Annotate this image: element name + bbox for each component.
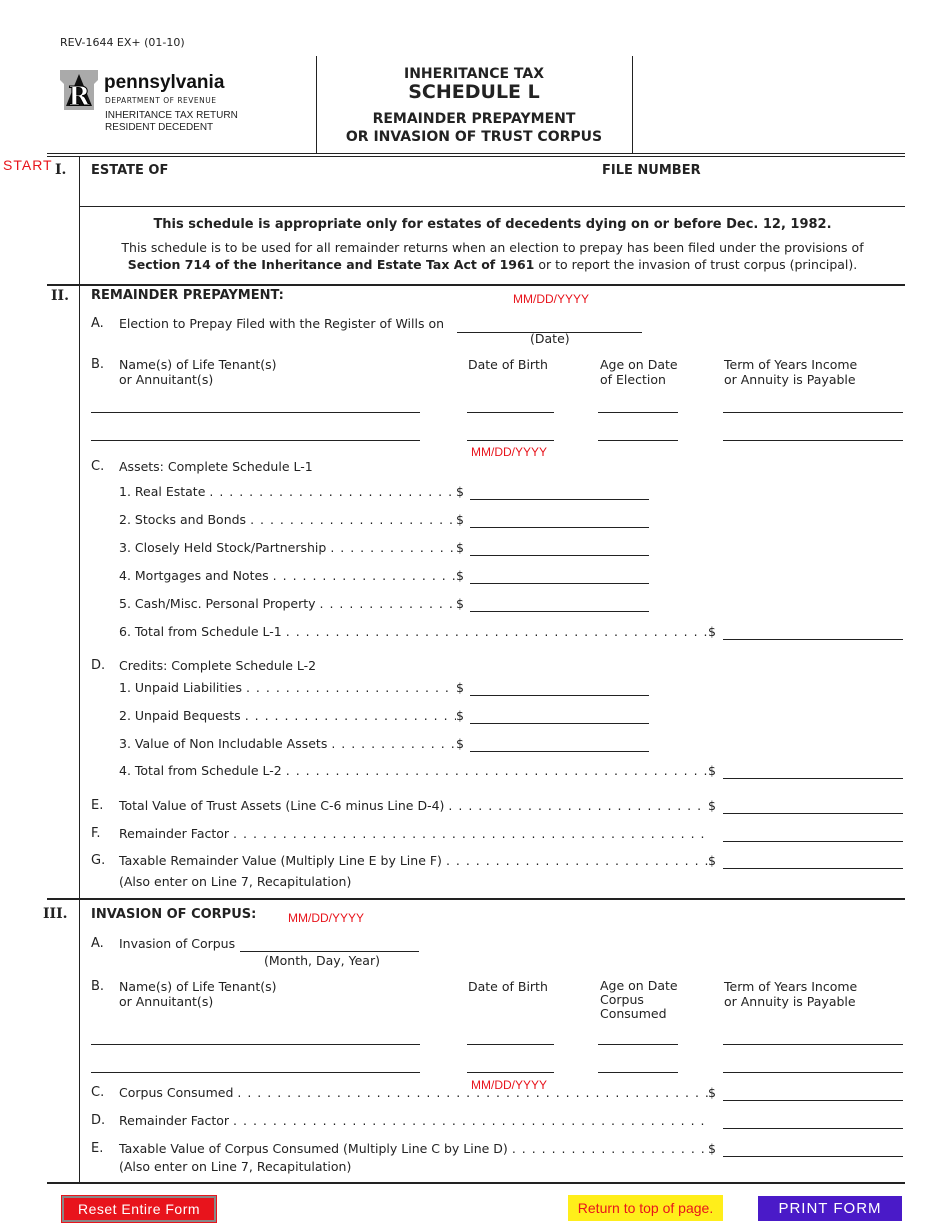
notice-section: Section 714 of the Inheritance and Estate Tax Act of 1961 [127,257,535,272]
dob-header: Date of Birth [468,357,548,372]
asset-5-row [119,596,464,611]
rule [47,898,905,900]
credit-2-row [119,708,464,723]
notice-text: This schedule is to be used for all remainder returns when an election to prepay has been filed under the provisions of [121,240,864,255]
line-letter: D. [91,658,106,673]
line-letter: D. [91,1113,106,1128]
dot-leader [246,680,456,695]
line-letter: G. [91,853,106,868]
line-letter: C. [91,459,105,474]
line-letter: C. [91,1085,105,1100]
remainder-factor-field[interactable] [723,841,903,842]
dollar-sign [708,826,716,841]
age-field[interactable] [598,1044,678,1045]
age-header [600,979,678,1021]
section-number: I. [55,162,67,178]
tenant-header-2: or Annuitant(s) [119,372,214,387]
dot-leader [331,736,456,751]
dot-leader [233,826,708,841]
line-letter: A. [91,316,104,331]
corpus-remainder-factor-label: Remainder Factor [119,1113,230,1128]
dollar-sign: $ [456,568,464,583]
section-number: III. [43,906,68,922]
taxable-remainder-field[interactable] [723,868,903,869]
date-hint: MM/DD/YYYY [288,911,365,925]
taxable-remainder-label: Taxable Remainder Value (Multiply Line E by Line F) [119,853,442,868]
logo-letter: R [68,82,90,110]
dot-leader [448,798,708,813]
line-letter: F. [91,826,101,841]
credits-label: Credits: Complete Schedule L-2 [119,658,317,673]
assets-total-label: 6. Total from Schedule L-1 [119,624,282,639]
asset-3-row [119,540,464,555]
credit-1-row [119,680,464,695]
notice-text-2 [80,257,905,272]
term-field[interactable] [723,1072,903,1073]
tenant-header [119,979,277,1009]
dollar-sign: $ [456,484,464,499]
age-field[interactable] [598,412,678,413]
age-field[interactable] [598,1072,678,1073]
credit-1-field[interactable] [470,695,649,696]
line-letter: B. [91,357,105,372]
asset-4-row [119,568,464,583]
rule [47,284,905,286]
dob-field[interactable] [467,440,554,441]
brand-name: pennsylvania [104,72,225,93]
dollar-sign: $ [456,512,464,527]
age-header-3: Consumed [600,1006,667,1021]
term-header [724,357,857,387]
term-field[interactable] [723,1044,903,1045]
estate-of-label: ESTATE OF [91,163,169,178]
recap-note: (Also enter on Line 7, Recapitulation) [119,874,352,889]
notice-rest: or to report the invasion of trust corpus (principal). [534,257,858,272]
taxable-corpus-row [119,1141,716,1156]
taxable-remainder-row [119,853,716,868]
trust-assets-label: Total Value of Trust Assets (Line C-6 minus Line D-4) [119,798,445,813]
dollar-sign: $ [456,680,464,695]
date-hint: MM/DD/YYYY [513,292,590,306]
line-letter: A. [91,936,104,951]
term-header-1: Term of Years Income [724,357,858,372]
trust-assets-row [119,798,716,813]
dot-leader [330,540,456,555]
line-letter: E. [91,798,104,813]
dollar-sign: $ [708,763,716,778]
title-inheritance-tax: INHERITANCE TAX [403,66,544,82]
invasion-date-field[interactable] [240,951,419,952]
asset-1-field[interactable] [470,499,649,500]
dollar-sign: $ [708,1141,716,1156]
corpus-consumed-field[interactable] [723,1100,903,1101]
tenant-header-1: Name(s) of Life Tenant(s) [119,979,277,994]
taxable-corpus-field[interactable] [723,1156,903,1157]
reset-form-button[interactable]: Reset Entire Form [62,1196,216,1222]
dollar-sign: $ [456,540,464,555]
corpus-remainder-factor-row [119,1113,716,1128]
rule [47,156,905,157]
credit-3-field[interactable] [470,751,649,752]
asset-2-field[interactable] [470,527,649,528]
assets-label: Assets: Complete Schedule L-1 [119,459,313,474]
notice-bold: This schedule is appropriate only for estates of decedents dying on or before Dec. 12, 1982. [153,217,832,232]
asset-1-row [119,484,464,499]
asset-1-label: 1. Real Estate [119,484,206,499]
dot-leader [286,763,708,778]
credits-total-field[interactable] [723,778,903,779]
trust-assets-field[interactable] [723,813,903,814]
divider [632,56,633,153]
term-header-2: or Annuity is Payable [724,372,856,387]
age-header [600,357,678,387]
invasion-label: Invasion of Corpus [119,936,236,951]
age-field[interactable] [598,440,678,441]
tenant-header-1: Name(s) of Life Tenant(s) [119,357,277,372]
dot-leader [250,512,456,527]
file-number-label: FILE NUMBER [602,163,701,178]
start-marker[interactable]: START [3,157,53,173]
asset-2-row [119,512,464,527]
credit-1-label: 1. Unpaid Liabilities [119,680,242,695]
dot-leader [273,568,456,583]
print-form-button[interactable]: PRINT FORM [758,1196,902,1221]
line-letter: E. [91,1141,104,1156]
assets-total-field[interactable] [723,639,903,640]
election-label: Election to Prepay Filed with the Register of Wills on [119,316,445,331]
dollar-sign: $ [708,798,716,813]
dollar-sign: $ [708,1085,716,1100]
tenant-header [119,357,277,387]
credit-2-label: 2. Unpaid Bequests [119,708,241,723]
dob-field[interactable] [467,1072,554,1073]
section-title: INVASION OF CORPUS: [91,907,257,922]
term-header [724,979,857,1009]
left-rule [79,156,80,1183]
dob-field[interactable] [467,412,554,413]
title-invasion: OR INVASION OF TRUST CORPUS [345,129,603,145]
decedent-type: RESIDENT DECEDENT [105,122,214,133]
credits-total-label: 4. Total from Schedule L-2 [119,763,282,778]
term-header-2: or Annuity is Payable [724,994,856,1009]
asset-5-label: 5. Cash/Misc. Personal Property [119,596,316,611]
dollar-sign: $ [456,736,464,751]
tenant-name-field[interactable] [91,1044,420,1045]
asset-3-field[interactable] [470,555,649,556]
dollar-sign: $ [456,596,464,611]
dot-leader [237,1085,708,1100]
date-caption: (Month, Day, Year) [264,953,380,968]
title-schedule: SCHEDULE L [408,81,540,103]
term-header-1: Term of Years Income [724,979,858,994]
date-caption: (Date) [530,331,570,346]
rule [80,206,905,207]
asset-4-field[interactable] [470,583,649,584]
dot-leader [512,1141,708,1156]
credit-3-row [119,736,464,751]
keystone-logo [58,70,100,110]
date-hint: MM/DD/YYYY [471,1078,548,1092]
age-header-2: of Election [600,372,666,387]
dollar-sign: $ [708,624,716,639]
date-hint: MM/DD/YYYY [471,445,548,459]
rule [47,153,905,154]
corpus-remainder-factor-field[interactable] [723,1128,903,1129]
dob-field[interactable] [467,1044,554,1045]
dot-leader [245,708,456,723]
return-to-top-button[interactable]: Return to top of page. [568,1195,723,1221]
dollar-sign: $ [456,708,464,723]
assets-total-row [119,624,716,639]
remainder-factor-label: Remainder Factor [119,826,230,841]
tenant-name-field[interactable] [91,440,420,441]
tenant-name-field[interactable] [91,412,420,413]
remainder-factor-row [119,826,716,841]
age-header-1: Age on Date [600,357,678,372]
dept-name: DEPARTMENT OF REVENUE [105,96,217,105]
credits-total-row [119,763,716,778]
age-header-1: Age on Date [600,978,678,993]
asset-2-label: 2. Stocks and Bonds [119,512,247,527]
corpus-consumed-row [119,1085,716,1100]
corpus-consumed-label: Corpus Consumed [119,1085,234,1100]
taxable-corpus-label: Taxable Value of Corpus Consumed (Multiply Line C by Line D) [119,1141,508,1156]
tenant-header-2: or Annuitant(s) [119,994,214,1009]
credit-3-label: 3. Value of Non Includable Assets [119,736,328,751]
dot-leader [446,853,708,868]
term-field[interactable] [723,412,903,413]
section-title: REMAINDER PREPAYMENT: [91,288,284,303]
section-number: II. [51,288,69,304]
dollar-sign: $ [708,853,716,868]
credit-2-field[interactable] [470,723,649,724]
asset-3-label: 3. Closely Held Stock/Partnership [119,540,327,555]
return-type: INHERITANCE TAX RETURN [105,110,238,121]
asset-4-label: 4. Mortgages and Notes [119,568,269,583]
rule [47,1182,905,1184]
dot-leader [286,624,708,639]
age-header-2: Corpus [600,992,644,1007]
asset-5-field[interactable] [470,611,649,612]
title-remainder: REMAINDER PREPAYMENT [372,111,576,127]
dob-header: Date of Birth [468,979,548,994]
tenant-name-field[interactable] [91,1072,420,1073]
line-letter: B. [91,979,105,994]
dot-leader [320,596,457,611]
form-id: REV-1644 EX+ (01-10) [60,36,185,49]
dollar-sign [708,1113,716,1128]
recap-note: (Also enter on Line 7, Recapitulation) [119,1159,352,1174]
term-field[interactable] [723,440,903,441]
dot-leader [209,484,456,499]
dot-leader [233,1113,708,1128]
